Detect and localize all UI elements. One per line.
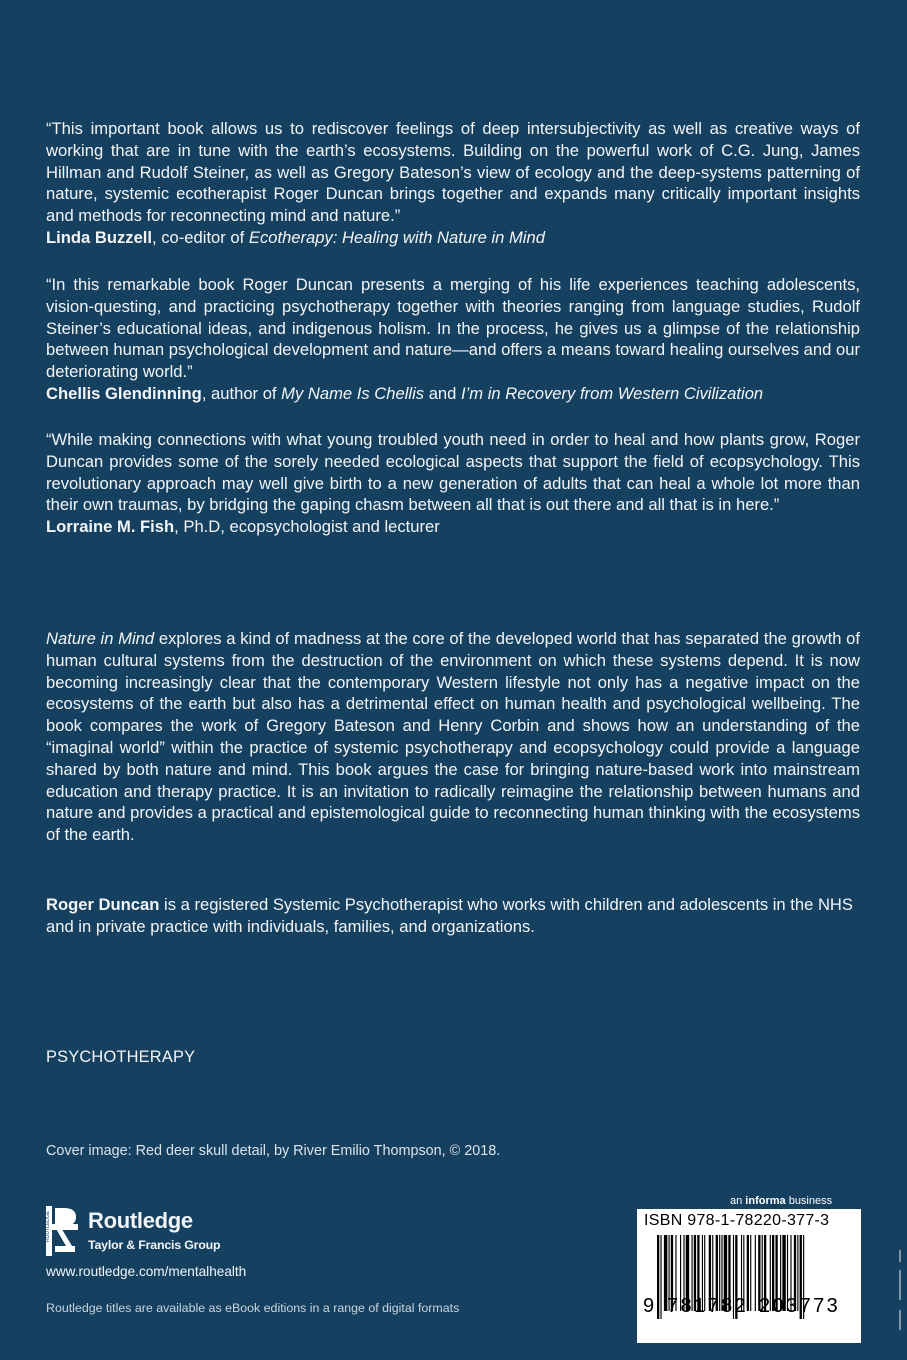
- endorsement-quote-2: [46, 274, 860, 405]
- book-description: [46, 628, 860, 846]
- informa-prefix: an: [730, 1195, 746, 1207]
- quote-role-conjunction: and: [424, 383, 461, 403]
- svg-text:ROUTLEDGE: ROUTLEDGE: [45, 1210, 51, 1242]
- cover-image-credit: Cover image: Red deer skull detail, by River Emilio Thompson, © 2018.: [46, 1143, 501, 1159]
- barcode-right-digits: 203773: [759, 1295, 841, 1317]
- quote-attribution: [46, 516, 860, 538]
- routledge-r-icon: [46, 1206, 82, 1256]
- quote-text: “This important book allows us to rediscover feelings of deep intersubjectivity as well as creative ways of working that are in tune with the earth’s ecosystems. Building on the powerful work of C.G. Jung, James Hillman and Rudolf Steiner, as well as Gregory Bateson’s view of ecology and the deep-systems patterning of nature, systemic ecotherapist Roger Duncan brings together and expands many critically important insights and methods for reconnecting mind and nature.”: [46, 119, 860, 226]
- barcode-left-digits: 781782: [667, 1295, 749, 1317]
- isbn-label: ISBN 978-1-78220-377-3: [644, 1212, 830, 1229]
- quote-text: “In this remarkable book Roger Duncan presents a merging of his life experiences teaching adolescents, vision-questing, and practicing psychotherapy together with theories ranging from language studies, Rudolf Steiner’s educational ideas, and indigenous holism. In the process, he gives us a glimpse of the relationship between human psychological development and nature—and offers a means toward healing ourselves and our deteriorating world.”: [46, 275, 860, 382]
- description-text: explores a kind of madness at the core of the developed world that has separated the growth of human cultural systems from the destruction of the environment on which these systems depend. It is now becoming increasingly clear that the contemporary Western lifestyle not only has a negative impact on the ecosystems of the earth but also has a detrimental effect on human health and psychological wellbeing. The book compares the work of Gregory Bateson and Henry Corbin and shows how an understanding of the “imaginal world” within the practice of systemic psychotherapy and ecopsychology could provide a language shared by both nature and mind. This book argues the case for bringing nature-based work into mainstream education and therapy practice. It is an invitation to radically reimagine the relationship between humans and nature and provides a practical and epistemological guide to reconnecting human thinking with the ecosystems of the earth.: [46, 629, 860, 845]
- barcode-bar: [750, 1235, 751, 1311]
- quote-text: “While making connections with what young troubled youth need in order to heal and how plants grow, Roger Duncan provides some of the sorely needed ecological aspects that support the field of ecopsychology. This revolutionary approach may well give birth to a new generation of adults that can heal a whole lot more than their own traumas, by bridging the gaping chasm between all that is out there and all that is in here.”: [46, 430, 860, 515]
- subject-category: PSYCHOTHERAPY: [46, 1048, 196, 1066]
- quote-author: Lorraine M. Fish: [46, 517, 175, 537]
- author-bio: [46, 894, 860, 938]
- informa-suffix: business: [785, 1195, 833, 1207]
- publisher-url[interactable]: www.routledge.com/mentalhealth: [46, 1264, 247, 1279]
- publisher-logo: [46, 1206, 246, 1256]
- publisher-name: Routledge: [88, 1208, 193, 1233]
- quote-attribution: [46, 383, 860, 405]
- quote-role: , Ph.D, ecopsychologist and lecturer: [174, 517, 440, 537]
- barcode-bar: [660, 1235, 661, 1319]
- informa-word: informa: [745, 1195, 786, 1207]
- barcode-first-digit: 9: [643, 1295, 655, 1317]
- quote-role: , author of: [201, 383, 282, 403]
- book-title: Nature in Mind: [46, 629, 155, 648]
- quote-author: Chellis Glendinning: [46, 383, 202, 403]
- publisher-group: Taylor & Francis Group: [88, 1238, 221, 1252]
- quote-attribution: [46, 227, 860, 249]
- isbn-barcode-box: [637, 1209, 861, 1343]
- quote-role: , co-editor of: [152, 227, 249, 247]
- quote-book-title: Ecotherapy: Healing with Nature in Mind: [248, 227, 545, 247]
- quote-book-title-2: I’m in Recovery from Western Civilization: [461, 383, 764, 403]
- ebook-note: Routledge titles are available as eBook editions in a range of digital formats: [46, 1301, 460, 1315]
- quote-author: Linda Buzzell: [46, 227, 153, 247]
- informa-business-tag: [730, 1195, 832, 1207]
- bio-text: is a registered Systemic Psychotherapist who works with children and adolescents in the NHS and in private practice with individuals, families, and organizations.: [46, 895, 853, 936]
- endorsement-quote-3: [46, 429, 860, 538]
- barcode-bar: [755, 1235, 756, 1311]
- quote-book-title: My Name Is Chellis: [281, 383, 425, 403]
- spine-edge-marks: [893, 1250, 907, 1360]
- barcode-bar: [657, 1235, 659, 1319]
- endorsement-quote-1: [46, 118, 860, 249]
- author-name: Roger Duncan: [46, 895, 160, 914]
